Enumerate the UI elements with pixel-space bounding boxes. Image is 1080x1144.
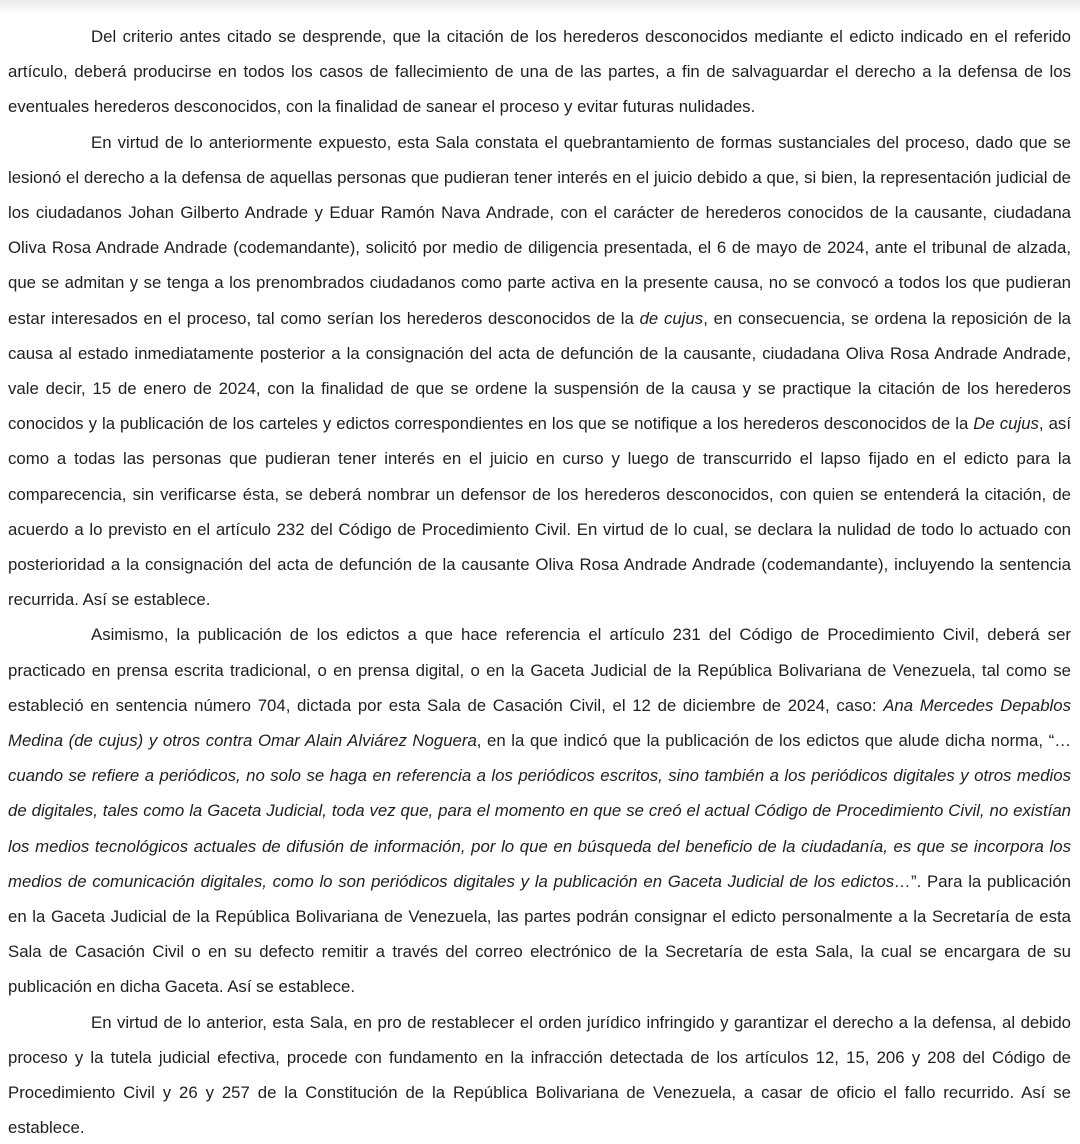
paragraph-2-italic-de-cujus: de cujus <box>639 308 704 328</box>
paragraph-2 <box>8 125 1071 618</box>
paragraph-3-italic-quote: cuando se refiere a periódicos, no solo se haga en referencia a los periódicos escritos, sino también a los periódicos digitales y otros medios de digitales, tales como la Gaceta Judicial, toda vez que, para el momento en que se creó el actual Código de Procedimiento Civil, no existían los medios tecnológicos actuales de difusión de información, por lo que en búsqueda del beneficio de la ciudadanía, es que se incorpora los medios de comunicación digitales, como lo son periódicos digitales y la publicación en Gaceta Judicial de los edictos… <box>8 766 1071 891</box>
document-page <box>8 19 1071 1144</box>
paragraph-3-text-b: , en la que indicó que la publicación de los edictos que alude dicha norma, “… <box>476 731 1071 751</box>
paragraph-3-italic-case-name: Ana Mercedes Depablos Medina (de cujus) y otros contra Omar Alain Alviárez Noguera <box>8 695 1071 751</box>
paragraph-2-text-a: En virtud de lo anteriormente expuesto, esta Sala constata el quebrantamiento de formas sustanciales del proceso, dado que se lesionó el derecho a la defensa de aquellas personas que pudieran tener interés en el juicio debido a que, si bien, la representación judicial de los ciudadanos Johan Gilberto Andrade y Eduar Ramón Nava Andrade, con el carácter de herederos conocidos de la causante, ciudadana Oliva Rosa Andrade Andrade (codemandante), solicitó por medio de diligencia presentada, el 6 de mayo de 2024, ante el tribunal de alzada, que se admitan y se tenga a los prenombrados ciudadanos como parte activa en la presente causa, no se convocó a todos los que pudieran estar interesados en el proceso, tal como serían los herederos desconocidos de la <box>8 132 1071 328</box>
paragraph-4 <box>8 1005 1071 1144</box>
paragraph-1-text: Del criterio antes citado se desprende, que la citación de los herederos desconocidos mediante el edicto indicado en el referido artículo, deberá producirse en todos los casos de fallecimiento de una de las partes, a fin de salvaguardar el derecho a la defensa de los eventuales herederos desconocidos, con la finalidad de sanear el proceso y evitar futuras nulidades. <box>8 27 1071 117</box>
top-edge-shadow <box>0 0 1080 14</box>
paragraph-3-text-a: Asimismo, la publicación de los edictos a que hace referencia el artículo 231 del Código de Procedimiento Civil, deberá ser practicado en prensa escrita tradicional, o en prensa digital, o en la Gaceta Judicial de la República Bolivariana de Venezuela, tal como se estableció en sentencia número 704, dictada por esta Sala de Casación Civil, el 12 de diciembre de 2024, caso: <box>8 625 1071 715</box>
paragraph-3 <box>8 617 1071 1004</box>
paragraph-2-text-b: , en consecuencia, se ordena la reposición de la causa al estado inmediatamente posterior a la consignación del acta de defunción de la causante, ciudadana Oliva Rosa Andrade Andrade, vale decir, 15 de enero de 2024, con la finalidad de que se ordene la suspensión de la causa y se practique la citación de los herederos conocidos y la publicación de los carteles y edictos correspondientes en los que se notifique a los herederos desconocidos de la <box>8 308 1072 434</box>
paragraph-4-text: En virtud de lo anterior, esta Sala, en pro de restablecer el orden jurídico infringido y garantizar el derecho a la defensa, al debido proceso y la tutela judicial efectiva, procede con fundamento en la infracción detectada de los artículos 12, 15, 206 y 208 del Código de Procedimiento Civil y 26 y 257 de la Constitución de la República Bolivariana de Venezuela, a casar de oficio el fallo recurrido. Así se establece. <box>8 1012 1071 1138</box>
paragraph-1 <box>8 19 1071 125</box>
paragraph-3-text-c: ”. Para la publicación en la Gaceta Judicial de la República Bolivariana de Venezuela, las partes podrán consignar el edicto personalmente a la Secretaría de esta Sala de Casación Civil o en su defecto remitir a través del correo electrónico de la Secretaría de esta Sala, la cual se encargara de su publicación en dicha Gaceta. Así se establece. <box>8 871 1071 997</box>
paragraph-2-text-c: , así como a todas las personas que pudieran tener interés en el juicio en curso y luego de transcurrido el lapso fijado en el edicto para la comparecencia, sin verificarse ésta, se deberá nombrar un defensor de los herederos desconocidos, con quien se entenderá la citación, de acuerdo a lo previsto en el artículo 232 del Código de Procedimiento Civil. En virtud de lo cual, se declara la nulidad de todo lo actuado con posterioridad a la consignación del acta de defunción de la causante Oliva Rosa Andrade Andrade (codemandante), incluyendo la sentencia recurrida. Así se establece. <box>8 414 1071 610</box>
paragraph-2-italic-de-cujus-2: De cujus <box>973 414 1039 434</box>
